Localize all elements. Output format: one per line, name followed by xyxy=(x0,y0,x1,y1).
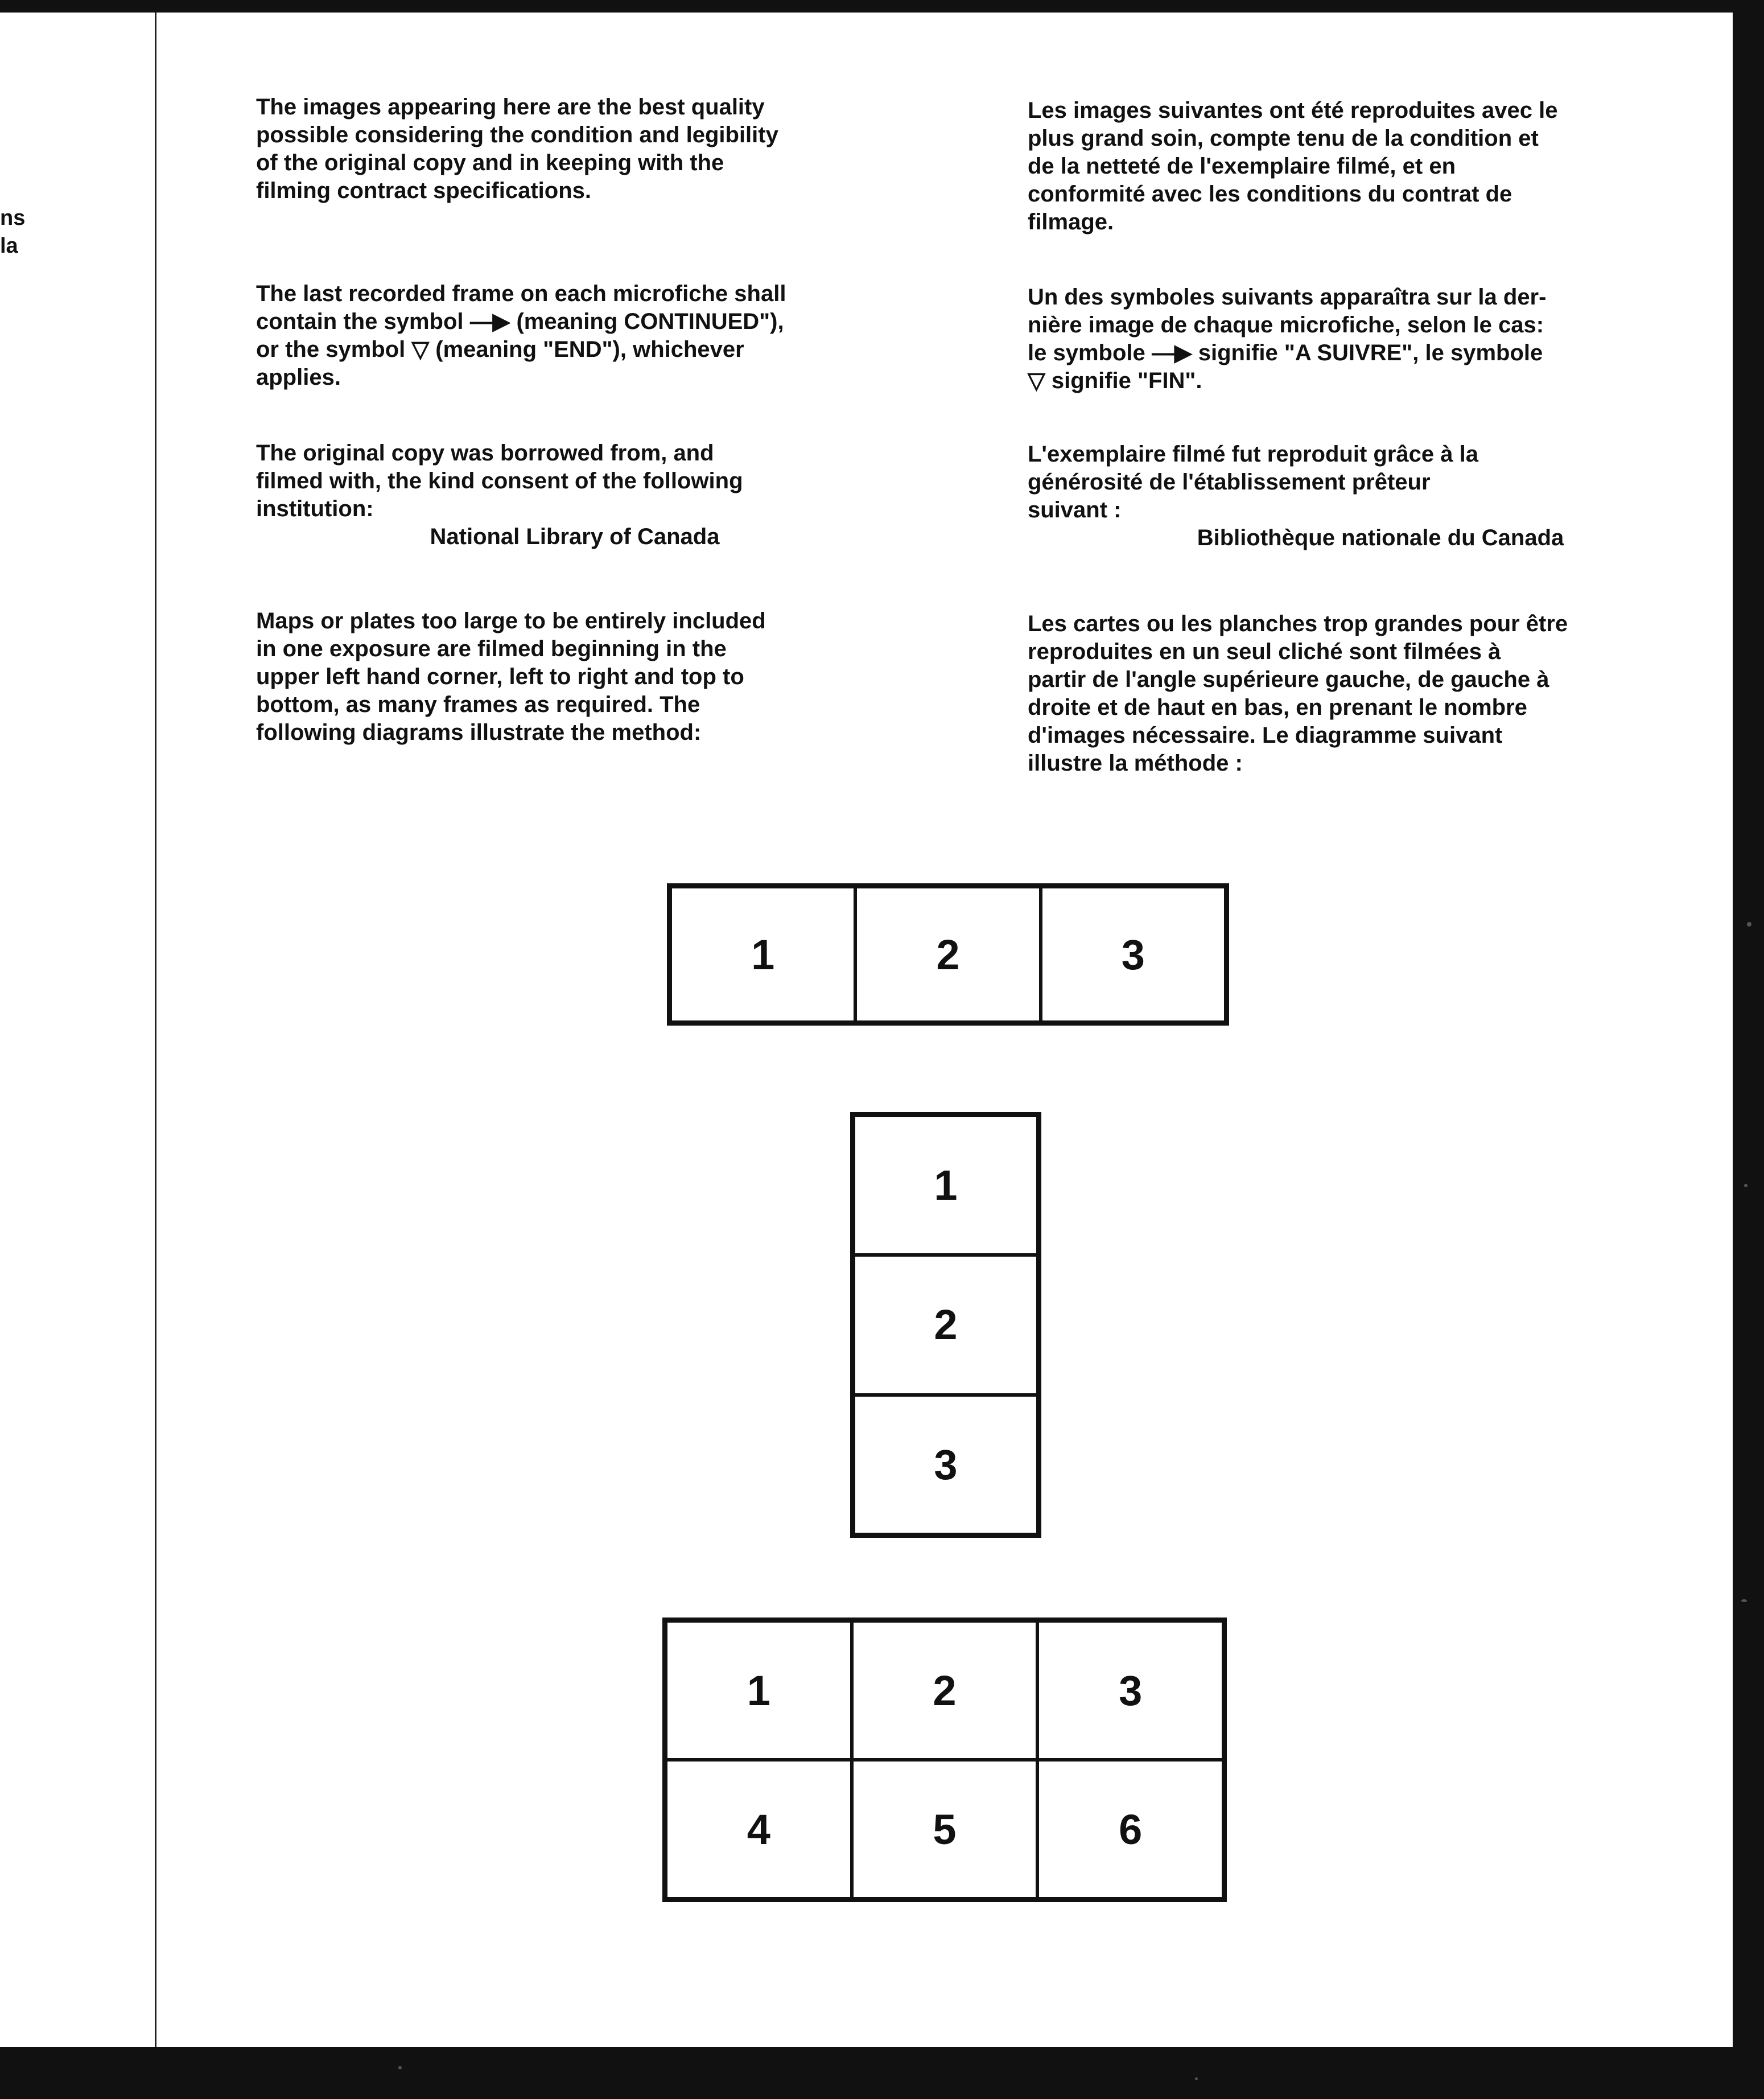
english-column xyxy=(256,607,916,747)
french-column xyxy=(1028,283,1711,395)
english-quality-paragraph: The images appearing here are the best quality possible considering the condition and legibility of the original copy and in keeping with the filming contract specifications. xyxy=(256,94,778,203)
english-method-paragraph: Maps or plates too large to be entirely included in one exposure are filmed beginning in the upper left hand corner, left to right and top to bottom, as many frames as required. The following diagrams illustrate the method: xyxy=(256,608,766,745)
frame-cell: 1 xyxy=(854,1116,1038,1255)
film-speck xyxy=(1747,922,1751,927)
film-speck xyxy=(1744,1184,1747,1187)
frame-cell: 3 xyxy=(1041,887,1226,1022)
frame-cell: 2 xyxy=(852,1621,1038,1760)
french-institution-paragraph: L'exemplaire filmé fut reproduit grâce à la générosité de l'établissement prêteur suivant : xyxy=(1028,442,1478,522)
frame-cell: 1 xyxy=(666,1621,852,1760)
microfiche-target-page xyxy=(0,13,1733,2047)
english-column xyxy=(256,93,916,205)
english-column xyxy=(256,280,916,392)
vertical-frame-diagram xyxy=(850,1112,1041,1538)
french-method-paragraph: Les cartes ou les planches trop grandes pour être reproduites en un seul cliché sont filmées à partir de l'angle supérieure gauche, de gauche à droite et de haut en bas, en prenant le nombre d'images nécessaire. Le diagramme suivant illustre la méthode : xyxy=(1028,611,1568,776)
english-institution-name: National Library of Canada xyxy=(430,524,720,549)
frame-cell: 4 xyxy=(666,1760,852,1899)
french-institution-name: Bibliothèque nationale du Canada xyxy=(1197,525,1564,550)
french-column xyxy=(1028,97,1711,236)
film-speck xyxy=(398,2066,402,2069)
frame-cell: 3 xyxy=(854,1395,1038,1534)
french-column xyxy=(1028,441,1711,552)
frame-cell: 5 xyxy=(852,1760,1038,1899)
horizontal-frame-diagram xyxy=(667,883,1229,1026)
frame-cell: 2 xyxy=(855,887,1040,1022)
previous-page-edge xyxy=(0,13,156,2047)
english-symbol-paragraph: The last recorded frame on each microfiche shall contain the symbol —▶ (meaning CONTINUED"), or the symbol ▽ (meaning "END"), whichever applies. xyxy=(256,281,786,390)
grid-frame-diagram xyxy=(662,1618,1227,1902)
english-column xyxy=(256,439,916,551)
frame-cell: 1 xyxy=(670,887,855,1022)
frame-cell: 3 xyxy=(1037,1621,1223,1760)
film-speck xyxy=(1195,2077,1198,2080)
english-institution-paragraph: The original copy was borrowed from, and filmed with, the kind consent of the following institution: xyxy=(256,441,743,521)
film-speck xyxy=(1741,1599,1747,1602)
french-column xyxy=(1028,610,1711,777)
frame-cell: 2 xyxy=(854,1255,1038,1394)
frame-cell: 6 xyxy=(1037,1760,1223,1899)
edge-fragment: ns xyxy=(0,206,26,230)
french-quality-paragraph: Les images suivantes ont été reproduites avec le plus grand soin, compte tenu de la condition et de la netteté de l'exemplaire filmé, et en conformité avec les conditions du contrat de filmage. xyxy=(1028,98,1558,234)
french-symbol-paragraph: Un des symboles suivants apparaîtra sur la der- nière image de chaque microfiche, selon le cas: le symbole —▶ signifie "A SUIVRE", le symbole ▽ signifie "FIN". xyxy=(1028,285,1547,393)
edge-fragment: la xyxy=(0,234,18,258)
